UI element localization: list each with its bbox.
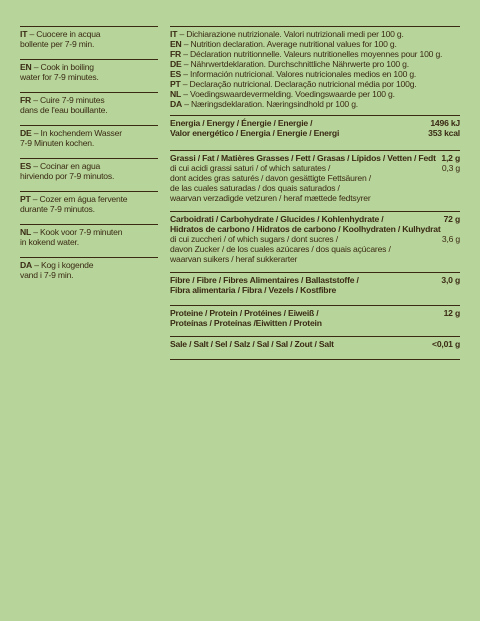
energy-row	[170, 115, 460, 147]
sugars-label-2: davon Zucker / de los cuales azúcares / dos quais açúcares /	[170, 244, 391, 254]
declaration-nl: NL – Voedingswaardevermelding. Voedingswaarde per 100 g.	[170, 89, 395, 99]
protein-label-2: Proteínas / Proteínas /Eiwitten / Protein	[170, 318, 322, 328]
saturates-label-3: de las cuales saturadas / dos quais saturados /	[170, 183, 340, 193]
cooking-da: DA – Kog i kogende vand i 7-9 min.	[20, 257, 158, 286]
cooking-de: DE – In kochendem Wasser 7-9 Minuten kochen.	[20, 125, 158, 154]
protein-label: Proteine / Protein / Protéines / Eiweiß /	[170, 308, 319, 318]
energy-label: Energia / Energy / Énergie / Energie /	[170, 118, 313, 128]
fibre-label: Fibre / Fibre / Fibres Alimentaires / Ballaststoffe /	[170, 275, 359, 285]
sugars-label: di cui zuccheri / of which sugars / dont sucres /	[170, 234, 338, 244]
protein-value: 12 g	[443, 308, 460, 318]
saturates-value: 0,3 g	[441, 163, 460, 173]
sugars-value: 3,6 g	[441, 234, 460, 244]
carbohydrate-label-2: Hidratos de carbono / Hidratos de carbono / Koolhydraten / Kulhydrat	[170, 224, 441, 234]
declaration-de: DE – Nährwertdeklaration. Durchschnittliche Nährwerte pro 100 g.	[170, 59, 409, 69]
fat-row	[170, 150, 460, 208]
saturates-label-2: dont acides gras saturés / davon gesättigte Fettsäuren /	[170, 173, 371, 183]
fibre-row	[170, 272, 460, 302]
declaration-fr: FR – Déclaration nutritionnelle. Valeurs nutritionelles moyennes pour 100 g.	[170, 49, 443, 59]
nutrition-declaration	[170, 26, 460, 113]
declaration-da: DA – Næringsdeklaration. Næringsindhold pr 100 g.	[170, 99, 358, 109]
saturates-label-4: waarvan verzadigde vetzuren / heraf mættede fedtsyrer	[170, 193, 371, 203]
nutrition-panel	[170, 26, 460, 360]
cooking-instructions	[20, 26, 158, 290]
fibre-value: 3,0 g	[441, 275, 460, 285]
energy-kj-value: 1496 kJ	[430, 118, 460, 128]
salt-value: <0,01 g	[432, 339, 460, 349]
fat-value: 1,2 g	[441, 153, 460, 163]
carbohydrate-label: Carboidrati / Carbohydrate / Glucides / Kohlenhydrate /	[170, 214, 384, 224]
declaration-es: ES – Información nutricional. Valores nutricionales medios en 100 g.	[170, 69, 417, 79]
energy-kcal-value: 353 kcal	[428, 128, 460, 138]
salt-row	[170, 336, 460, 360]
fibre-label-2: Fibra alimentaria / Fibra / Vezels / Kostfibre	[170, 285, 337, 295]
cooking-es: ES – Cocinar en agua hirviendo por 7-9 minutos.	[20, 158, 158, 187]
cooking-en: EN – Cook in boiling water for 7-9 minutes.	[20, 59, 158, 88]
protein-row	[170, 305, 460, 333]
declaration-it: IT – Dichiarazione nutrizionale. Valori nutrizionali medi per 100 g.	[170, 29, 404, 39]
declaration-pt: PT – Declaração nutricional. Declaração nutricional média por 100g.	[170, 79, 417, 89]
saturates-label: di cui acidi grassi saturi / of which saturates /	[170, 163, 331, 173]
energy-label-2: Valor energético / Energia / Energie / Energi	[170, 128, 340, 138]
carbohydrate-row	[170, 211, 460, 269]
carbohydrate-value: 72 g	[443, 214, 460, 224]
declaration-en: EN – Nutrition declaration. Average nutritional values for 100 g.	[170, 39, 397, 49]
cooking-nl: NL – Kook voor 7-9 minuten in kokend water.	[20, 224, 158, 253]
cooking-pt: PT – Cozer em água fervente durante 7-9 minutos.	[20, 191, 158, 220]
salt-label: Sale / Salt / Sel / Salz / Sal / Sal / Zout / Salt	[170, 339, 334, 349]
fat-label: Grassi / Fat / Matières Grasses / Fett / Grasas / Lípidos / Vetten / Fedt	[170, 153, 436, 163]
cooking-fr: FR – Cuire 7-9 minutes dans de l'eau bouillante.	[20, 92, 158, 121]
sugars-label-3: waarvan suikers / heraf sukkerarter	[170, 254, 298, 264]
cooking-it: IT – Cuocere in acqua bollente per 7-9 min.	[20, 26, 158, 55]
